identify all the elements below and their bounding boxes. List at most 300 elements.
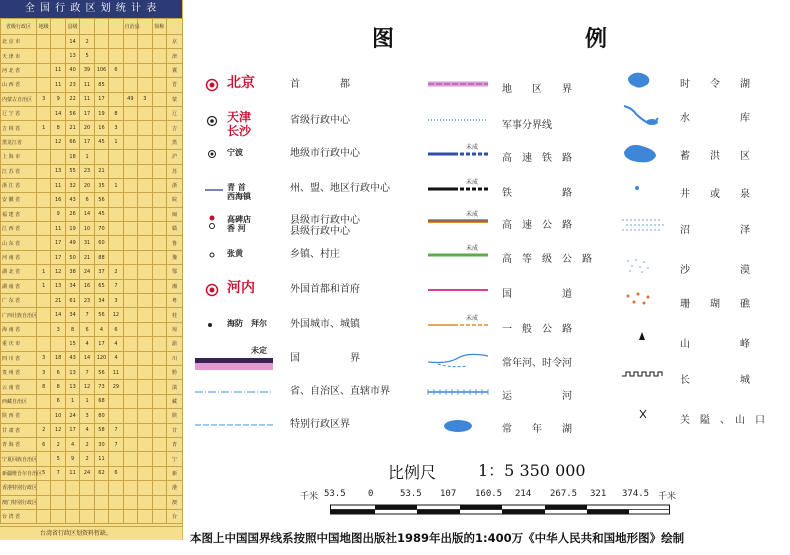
stats-cell: 40 <box>65 63 79 77</box>
map-source-note: 本图上中国国界线系按照中国地图出版社1989年出版的1:400万《中华人民共和国地形图》绘制 <box>190 531 685 545</box>
stats-cell: 鲁 <box>167 236 183 250</box>
stats-cell <box>138 409 152 423</box>
stats-cell <box>152 207 167 221</box>
stats-cell: 湘 <box>167 279 183 293</box>
stats-cell: 21 <box>51 294 65 308</box>
stats-header-cell: 省级行政区 <box>1 19 37 35</box>
stats-cell: 73 <box>94 380 108 394</box>
provb-symbol-icon <box>195 385 275 403</box>
stats-cell <box>123 322 137 336</box>
stats-cell: 13 <box>65 365 79 379</box>
title-right-char: 例 <box>585 26 608 52</box>
stats-cell <box>152 409 167 423</box>
stats-cell <box>109 495 123 509</box>
stats-cell <box>109 193 123 207</box>
stats-cell: 4 <box>80 337 94 351</box>
stats-province-name: 海 南 省 <box>1 322 37 336</box>
stats-row <box>1 365 183 379</box>
fcap-label: 外国首都和首府 <box>290 284 360 295</box>
stats-row <box>1 509 183 523</box>
pref-label: 地级市行政中心 <box>290 148 360 159</box>
stats-cell: 1 <box>80 150 94 164</box>
stats-cell <box>123 365 137 379</box>
stats-row <box>1 121 183 135</box>
fcap-symbol-icon <box>205 283 225 301</box>
stats-cell <box>51 337 65 351</box>
stats-cell: 24 <box>80 466 94 480</box>
stats-cell: 14 <box>65 35 79 49</box>
stats-cell: 宁 <box>167 452 183 466</box>
pass-label: 关 隘 、 山 口 <box>680 415 765 426</box>
stats-province-name: 黑龙江省 <box>1 135 37 149</box>
scale-unit-right: 千米 <box>658 492 677 502</box>
river-line-icon <box>428 352 490 370</box>
stats-cell <box>109 207 123 221</box>
stats-cell: 17 <box>51 236 65 250</box>
stats-cell <box>123 63 137 77</box>
stats-cell <box>123 337 137 351</box>
stats-cell: 7 <box>80 365 94 379</box>
stats-province-name: 西藏自治区 <box>1 394 37 408</box>
stats-cell <box>123 380 137 394</box>
legend-item-milb <box>428 114 608 138</box>
scale-tick-labels <box>300 489 690 501</box>
league-sample-text: 青 首 西海镇 <box>227 182 251 201</box>
stats-row <box>1 481 183 495</box>
stats-cell: 20 <box>80 178 94 192</box>
stats-cell <box>138 265 152 279</box>
stats-cell <box>138 178 152 192</box>
border-sample-text: 未定 <box>251 345 267 355</box>
stats-cell <box>138 193 152 207</box>
stats-cell: 2 <box>37 423 51 437</box>
stats-cell <box>109 481 123 495</box>
stats-cell: 16 <box>51 193 65 207</box>
stats-cell <box>37 322 51 336</box>
stats-cell: 藏 <box>167 394 183 408</box>
stats-province-name: 云 南 省 <box>1 380 37 394</box>
stats-row <box>1 380 183 394</box>
town-label: 乡镇、村庄 <box>290 249 340 260</box>
stats-cell <box>152 337 167 351</box>
res-icon <box>622 104 672 128</box>
stats-province-name: 贵 州 省 <box>1 365 37 379</box>
stats-cell: 1 <box>37 279 51 293</box>
stats-cell <box>123 437 137 451</box>
stats-cell: 3 <box>37 365 51 379</box>
stats-cell: 22 <box>65 92 79 106</box>
stats-cell: 粤 <box>167 294 183 308</box>
hsr-unfinished-tag: 未成 <box>466 144 479 151</box>
prov-symbol-icon <box>205 114 225 132</box>
stats-cell: 13 <box>51 279 65 293</box>
stats-cell: 30 <box>94 437 108 451</box>
legend-item-hwy <box>428 211 608 238</box>
prov-sample-text: 天津 长沙 <box>227 110 252 138</box>
stats-cell <box>37 308 51 322</box>
river-label: 常年河、时令河 <box>502 358 572 369</box>
scale-tick-label: 107 <box>440 489 457 499</box>
stats-cell: 4 <box>94 322 108 336</box>
stats-cell: 38 <box>65 265 79 279</box>
stats-cell <box>109 222 123 236</box>
stats-cell <box>123 495 137 509</box>
stats-cell <box>123 409 137 423</box>
stats-cell: 21 <box>94 164 108 178</box>
stats-cell: 2 <box>109 265 123 279</box>
stats-cell: 3 <box>37 92 51 106</box>
stats-cell: 4 <box>80 423 94 437</box>
stats-cell <box>138 63 152 77</box>
scale-tick-label: 53.5 <box>400 489 422 499</box>
sand-icon <box>622 256 672 280</box>
stats-cell: 10 <box>80 222 94 236</box>
stats-cell: 1 <box>109 135 123 149</box>
stats-row <box>1 150 183 164</box>
stats-province-name: 河 北 省 <box>1 63 37 77</box>
stats-cell: 34 <box>65 308 79 322</box>
stats-cell: 青 <box>167 437 183 451</box>
stats-cell: 16 <box>80 279 94 293</box>
stats-cell <box>80 509 94 523</box>
slake-icon <box>622 70 672 94</box>
stats-cell <box>123 351 137 365</box>
stats-cell: 11 <box>51 78 65 92</box>
stats-province-name: 吉 林 省 <box>1 121 37 135</box>
stats-cell: 19 <box>94 106 108 120</box>
stats-cell: 3 <box>37 351 51 365</box>
stats-cell <box>138 337 152 351</box>
stats-cell: 55 <box>65 164 79 178</box>
stats-cell <box>138 351 152 365</box>
stats-cell: 21 <box>65 121 79 135</box>
stats-cell <box>123 481 137 495</box>
legend-item-hroad <box>428 245 608 272</box>
stats-cell: 37 <box>94 265 108 279</box>
stats-cell <box>138 481 152 495</box>
stats-province-name: 台 湾 省 <box>1 509 37 523</box>
stats-cell <box>109 509 123 523</box>
flood-icon <box>622 142 672 166</box>
stats-province-name: 江 苏 省 <box>1 164 37 178</box>
stats-cell: 2 <box>80 452 94 466</box>
stats-cell <box>51 481 65 495</box>
stats-cell <box>123 279 137 293</box>
stats-cell: 3 <box>51 322 65 336</box>
border-label: 国 界 <box>290 353 360 364</box>
stats-cell <box>138 164 152 178</box>
stats-row <box>1 193 183 207</box>
stats-cell: 50 <box>65 250 79 264</box>
stats-cell <box>152 178 167 192</box>
reef-icon <box>622 290 672 314</box>
road-unfinished-tag: 未成 <box>466 315 479 322</box>
stats-cell: 19 <box>65 222 79 236</box>
stats-cell <box>37 250 51 264</box>
stats-cell: 3 <box>109 121 123 135</box>
stats-cell <box>123 121 137 135</box>
legend-item-provb <box>195 385 410 415</box>
scale-tick-label: 267.5 <box>550 489 578 499</box>
legend-item-fcap <box>195 280 410 313</box>
stats-cell <box>123 466 137 480</box>
stats-row <box>1 63 183 77</box>
legend-item-league <box>195 182 410 212</box>
hroad-label: 高 等 级 公 路 <box>502 254 592 265</box>
stats-cell <box>152 437 167 451</box>
stats-cell <box>152 394 167 408</box>
stats-cell: 17 <box>80 106 94 120</box>
stats-cell <box>37 150 51 164</box>
stats-cell <box>37 294 51 308</box>
legend-item-wall <box>620 366 785 392</box>
stats-header-cell: 地级 <box>37 19 51 35</box>
stats-cell <box>37 509 51 523</box>
stats-cell <box>37 135 51 149</box>
legend-item-well <box>620 180 785 206</box>
legend-item-slake <box>620 70 785 96</box>
stats-cell <box>65 481 79 495</box>
stats-cell <box>109 92 123 106</box>
stats-province-name: 安 徽 省 <box>1 193 37 207</box>
stats-cell <box>37 207 51 221</box>
stats-row <box>1 250 183 264</box>
stats-cell: 66 <box>65 135 79 149</box>
stats-cell: 70 <box>94 222 108 236</box>
stats-cell <box>65 495 79 509</box>
stats-cell <box>152 481 167 495</box>
road-line-icon <box>428 318 490 336</box>
legend-item-pref <box>195 147 410 177</box>
sand-label: 沙 漠 <box>680 265 750 276</box>
scale-bar <box>330 503 670 517</box>
league-label: 州、盟、地区行政中心 <box>290 183 390 194</box>
provb-label: 省、自治区、直辖市界 <box>290 386 390 397</box>
legend-item-hsr <box>428 144 608 171</box>
stats-cell: 11 <box>80 92 94 106</box>
stats-province-name: 甘 肃 省 <box>1 423 37 437</box>
legend-item-river <box>428 352 608 376</box>
well-icon <box>622 180 672 204</box>
stats-cell <box>109 164 123 178</box>
stats-cell <box>152 380 167 394</box>
stats-cell: 浙 <box>167 178 183 192</box>
legend-item-peak <box>620 330 785 356</box>
stats-province-name: 青 海 省 <box>1 437 37 451</box>
stats-cell <box>138 394 152 408</box>
stats-cell: 9 <box>51 92 65 106</box>
stats-cell: 6 <box>109 466 123 480</box>
legend-item-town <box>195 248 410 278</box>
stats-cell <box>109 452 123 466</box>
stats-cell <box>80 495 94 509</box>
stats-cell <box>123 106 137 120</box>
stats-cell: 14 <box>80 351 94 365</box>
stats-row <box>1 322 183 336</box>
stats-cell: 11 <box>51 63 65 77</box>
stats-cell: 苏 <box>167 164 183 178</box>
league-symbol-icon <box>205 182 225 200</box>
stats-cell: 35 <box>94 178 108 192</box>
stats-row <box>1 351 183 365</box>
stats-cell <box>37 394 51 408</box>
stats-province-name: 内蒙古自治区 <box>1 92 37 106</box>
stats-cell <box>152 63 167 77</box>
stats-cell: 11 <box>94 452 108 466</box>
legend-item-lake <box>428 418 608 442</box>
stats-cell <box>109 409 123 423</box>
scale-label: 比例尺 <box>388 463 437 482</box>
stats-cell: 渝 <box>167 337 183 351</box>
stats-cell <box>152 351 167 365</box>
hsr-line-icon <box>428 147 490 165</box>
stats-cell <box>37 63 51 77</box>
pref-sample-text: 宁波 <box>227 147 243 157</box>
canal-line-icon <box>428 385 490 403</box>
stats-province-name: 广 东 省 <box>1 294 37 308</box>
stats-cell: 61 <box>65 294 79 308</box>
canal-label: 运 河 <box>502 391 572 402</box>
stats-cell: 56 <box>94 365 108 379</box>
stats-cell <box>37 236 51 250</box>
stats-row <box>1 265 183 279</box>
stats-province-name: 辽 宁 省 <box>1 106 37 120</box>
stats-cell: 蒙 <box>167 92 183 106</box>
stats-cell: 23 <box>80 294 94 308</box>
stats-cell: 6 <box>51 394 65 408</box>
stats-cell <box>152 106 167 120</box>
stats-row <box>1 236 183 250</box>
slake-label: 时 令 湖 <box>680 79 750 90</box>
hsr-label: 高 速 铁 路 <box>502 153 572 164</box>
stats-cell: 60 <box>94 236 108 250</box>
stats-cell: 88 <box>94 250 108 264</box>
stats-cell <box>123 222 137 236</box>
stats-cell <box>138 495 152 509</box>
stats-cell <box>123 423 137 437</box>
legend-item-marsh <box>620 216 785 242</box>
stats-cell: 2 <box>51 437 65 451</box>
stats-cell: 45 <box>94 135 108 149</box>
peak-label: 山 峰 <box>680 339 750 350</box>
stats-cell <box>109 78 123 92</box>
stats-cell: 9 <box>51 207 65 221</box>
stats-cell: 13 <box>65 380 79 394</box>
stats-row <box>1 78 183 92</box>
stats-cell <box>152 236 167 250</box>
stats-cell: 56 <box>94 193 108 207</box>
regb-line-icon <box>428 78 490 96</box>
stats-cell <box>152 365 167 379</box>
stats-cell <box>138 121 152 135</box>
stats-cell: 24 <box>80 265 94 279</box>
stats-cell <box>94 150 108 164</box>
stats-cell: 京 <box>167 35 183 49</box>
milb-label: 军事分界线 <box>502 120 552 131</box>
stats-cell: 120 <box>94 351 108 365</box>
stats-row <box>1 207 183 221</box>
stats-cell <box>138 423 152 437</box>
stats-cell <box>152 308 167 322</box>
stats-cell: 1 <box>80 394 94 408</box>
hwy-label: 高 速 公 路 <box>502 220 572 231</box>
stats-row <box>1 164 183 178</box>
stats-cell: 18 <box>51 351 65 365</box>
stats-row <box>1 106 183 120</box>
stats-cell: 58 <box>94 423 108 437</box>
stats-cell: 3 <box>80 409 94 423</box>
stats-cell <box>152 92 167 106</box>
milb-line-icon <box>428 114 490 132</box>
stats-cell <box>138 437 152 451</box>
stats-cell: 晋 <box>167 78 183 92</box>
stats-cell <box>37 495 51 509</box>
stats-cell <box>123 150 137 164</box>
stats-cell: 津 <box>167 49 183 63</box>
stats-cell <box>109 150 123 164</box>
stats-cell <box>138 106 152 120</box>
stats-cell <box>51 509 65 523</box>
stats-cell <box>152 135 167 149</box>
legend-item-flood <box>620 142 785 168</box>
stats-cell: 4 <box>109 351 123 365</box>
stats-cell: 17 <box>80 135 94 149</box>
wall-label: 长 城 <box>680 375 750 386</box>
stats-cell: 1 <box>109 178 123 192</box>
stats-grid <box>0 18 183 524</box>
stats-cell: 滇 <box>167 380 183 394</box>
capital-symbol-icon <box>205 78 225 96</box>
stats-cell <box>152 164 167 178</box>
stats-cell: 17 <box>94 92 108 106</box>
stats-cell <box>37 106 51 120</box>
stats-table-title: 全 国 行 政 区 划 统 计 表 <box>0 0 182 18</box>
capital-label: 首 都 <box>290 79 350 90</box>
stats-cell: 34 <box>94 294 108 308</box>
scale-tick-label: 214 <box>515 489 532 499</box>
stats-cell <box>123 236 137 250</box>
wall-icon <box>622 366 672 390</box>
stats-cell <box>37 452 51 466</box>
stats-cell <box>138 236 152 250</box>
legend-title <box>0 22 790 52</box>
stats-cell: 11 <box>51 222 65 236</box>
stats-row <box>1 409 183 423</box>
stats-province-name: 上 海 市 <box>1 150 37 164</box>
county-symbol-icon <box>205 214 225 232</box>
scale-tick-label: 374.5 <box>622 489 650 499</box>
stats-cell <box>152 222 167 236</box>
stats-cell: 9 <box>65 452 79 466</box>
stats-province-name: 陕 西 省 <box>1 409 37 423</box>
stats-cell <box>37 409 51 423</box>
stats-cell <box>123 509 137 523</box>
stats-province-name: 天 津 市 <box>1 49 37 63</box>
prov-label: 省级行政中心 <box>290 115 350 126</box>
stats-province-name: 澳门特别行政区 <box>1 495 37 509</box>
stats-cell <box>138 207 152 221</box>
stats-cell <box>152 250 167 264</box>
stats-cell: 26 <box>65 207 79 221</box>
stats-cell: 49 <box>65 236 79 250</box>
scale-tick-label: 0 <box>368 489 374 499</box>
stats-cell: 12 <box>51 423 65 437</box>
stats-cell: 6 <box>51 365 65 379</box>
stats-cell: 6 <box>37 437 51 451</box>
stats-cell: 20 <box>80 121 94 135</box>
stats-cell: 8 <box>109 106 123 120</box>
stats-cell: 8 <box>37 380 51 394</box>
